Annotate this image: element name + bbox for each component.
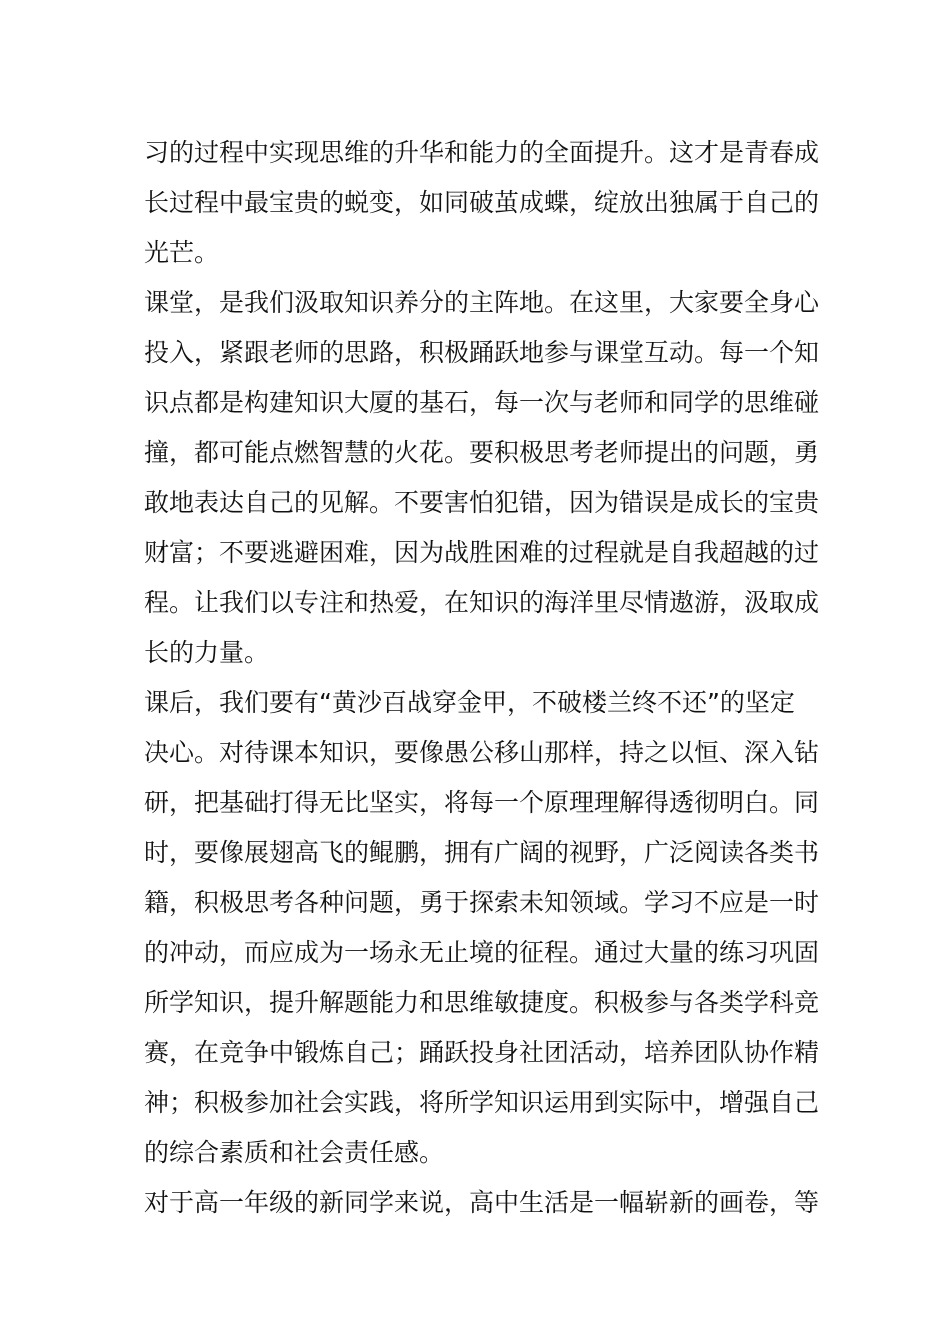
text-line: 识点都是构建知识大厦的基石，每一次与老师和同学的思维碰 <box>144 388 820 417</box>
text-line: 的冲动，而应成为一场永无止境的征程。通过大量的练习巩固 <box>144 938 820 967</box>
text-line: 投入，紧跟老师的思路，积极踊跃地参与课堂互动。每一个知 <box>144 338 820 367</box>
text-line: 对于高一年级的新同学来说，高中生活是一幅崭新的画卷，等 <box>144 1188 820 1217</box>
text-line: 时，要像展翅高飞的鲲鹏，拥有广阔的视野，广泛阅读各类书 <box>144 838 820 867</box>
text-line: 神；积极参加社会实践，将所学知识运用到实际中，增强自己 <box>144 1088 820 1117</box>
text-line: 的综合素质和社会责任感。 <box>144 1138 445 1167</box>
text-line: 所学知识，提升解题能力和思维敏捷度。积极参与各类学科竞 <box>144 988 820 1017</box>
text-line: 程。让我们以专注和热爱，在知识的海洋里尽情遨游，汲取成 <box>144 588 820 617</box>
text-line: 籍，积极思考各种问题，勇于探索未知领域。学习不应是一时 <box>144 888 820 917</box>
text-line: 长过程中最宝贵的蜕变，如同破茧成蝶，绽放出独属于自己的 <box>144 188 820 217</box>
text-line: 习的过程中实现思维的升华和能力的全面提升。这才是青春成 <box>144 138 820 167</box>
text-line: 研，把基础打得无比坚实，将每一个原理理解得透彻明白。同 <box>144 788 820 817</box>
body-text <box>144 128 820 1228</box>
text-line: 财富；不要逃避困难，因为战胜困难的过程就是自我超越的过 <box>144 538 820 567</box>
text-line: 光芒。 <box>144 238 220 267</box>
text-line: 课堂，是我们汲取知识养分的主阵地。在这里，大家要全身心 <box>144 288 820 317</box>
text-line: 长的力量。 <box>144 638 270 667</box>
text-line: 敢地表达自己的见解。不要害怕犯错，因为错误是成长的宝贵 <box>144 488 820 517</box>
text-line: 赛，在竞争中锻炼自己；踊跃投身社团活动，培养团队协作精 <box>144 1038 820 1067</box>
text-line: 课后，我们要有“黄沙百战穿金甲，不破楼兰终不还”的坚定 <box>144 688 795 717</box>
text-line: 决心。对待课本知识，要像愚公移山那样，持之以恒、深入钻 <box>144 738 820 767</box>
text-line: 撞，都可能点燃智慧的火花。要积极思考老师提出的问题，勇 <box>144 438 820 467</box>
